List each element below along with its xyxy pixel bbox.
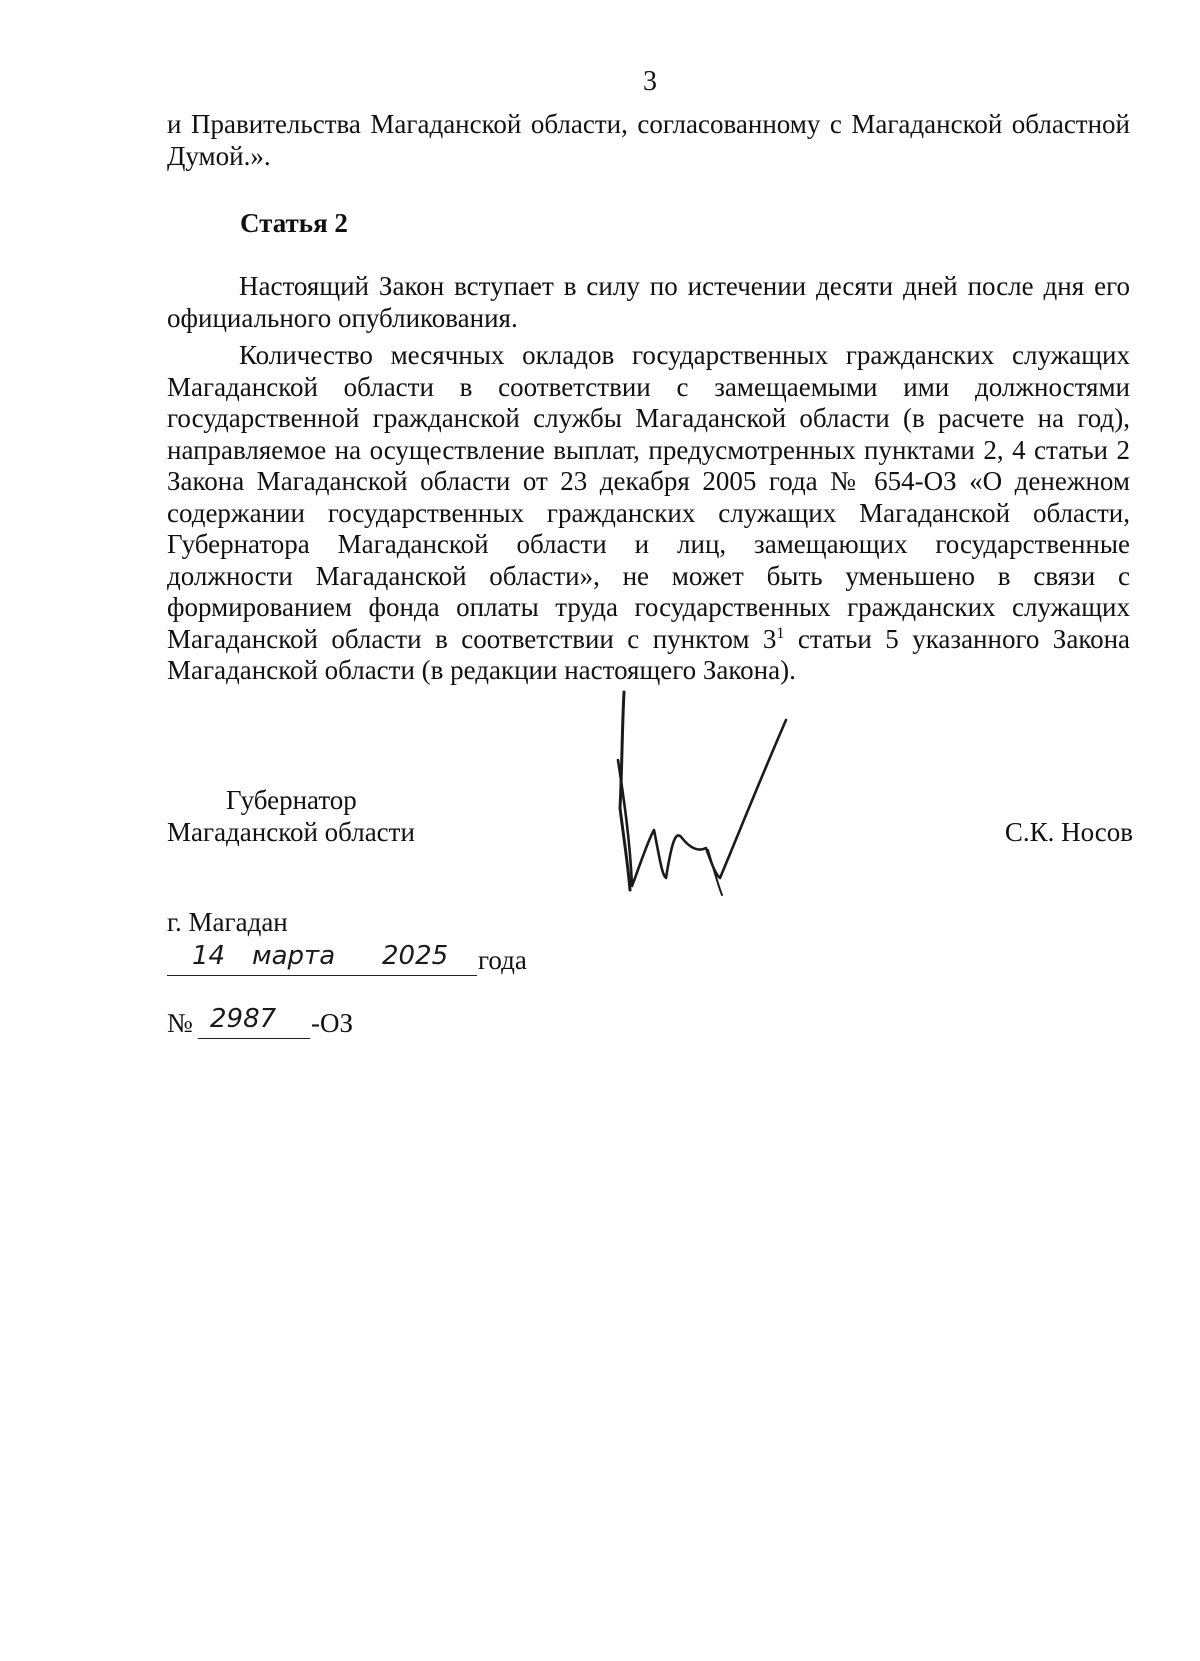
- governor-region: Магаданской области: [167, 817, 415, 847]
- salary-paragraph-text: Количество месячных окладов государственных гражданских служащих Магаданской области в соответствии с замещаемыми ими должностями государственной гражданской службы Магаданской области (в расчете на год), направляемое на осуществление выплат, предусмотренных пунктами 2, 4 статьи 2 Закона Магаданской области от 23 декабря 2005 года № 654-ОЗ «О денежном содержании государственных гражданских служащих Магаданской области, Губернатора Магаданской области и лиц, замещающих государственные должности Магаданской области», не может быть уменьшено в связи с формированием фонда оплаты труда государственных гражданских служащих Магаданской области в соответствии с пунктом 3: [167, 340, 1130, 654]
- salary-paragraph-tail: статьи 5 указанного Закона Магаданской области (в редакции настоящего Закона).: [167, 623, 1130, 685]
- governor-title: Губернатор: [226, 785, 357, 815]
- handwritten-month: марта: [252, 941, 336, 971]
- city: г. Магадан: [167, 907, 288, 937]
- number-line: [198, 1004, 310, 1039]
- handwritten-signature: [610, 690, 820, 920]
- date-line: [167, 941, 477, 976]
- article-heading: Статья 2: [240, 208, 348, 238]
- number-suffix: -ОЗ: [311, 1008, 354, 1038]
- page-number: 3: [643, 66, 657, 97]
- salary-paragraph: [167, 340, 1130, 687]
- superscript: 1: [776, 624, 785, 642]
- handwritten-year: 2025: [382, 941, 449, 971]
- handwritten-day: 14: [192, 941, 226, 971]
- handwritten-number: 2987: [210, 1004, 277, 1034]
- date-suffix: года: [478, 945, 527, 975]
- number-prefix: №: [167, 1008, 193, 1038]
- governor-name: С.К. Носов: [1004, 817, 1133, 847]
- continuation-paragraph: и Правительства Магаданской области, согласованному с Магаданской областной Думой.».: [167, 109, 1130, 171]
- effective-date-paragraph: Настоящий Закон вступает в силу по истечении десяти дней после дня его официального опубликования.: [167, 271, 1130, 333]
